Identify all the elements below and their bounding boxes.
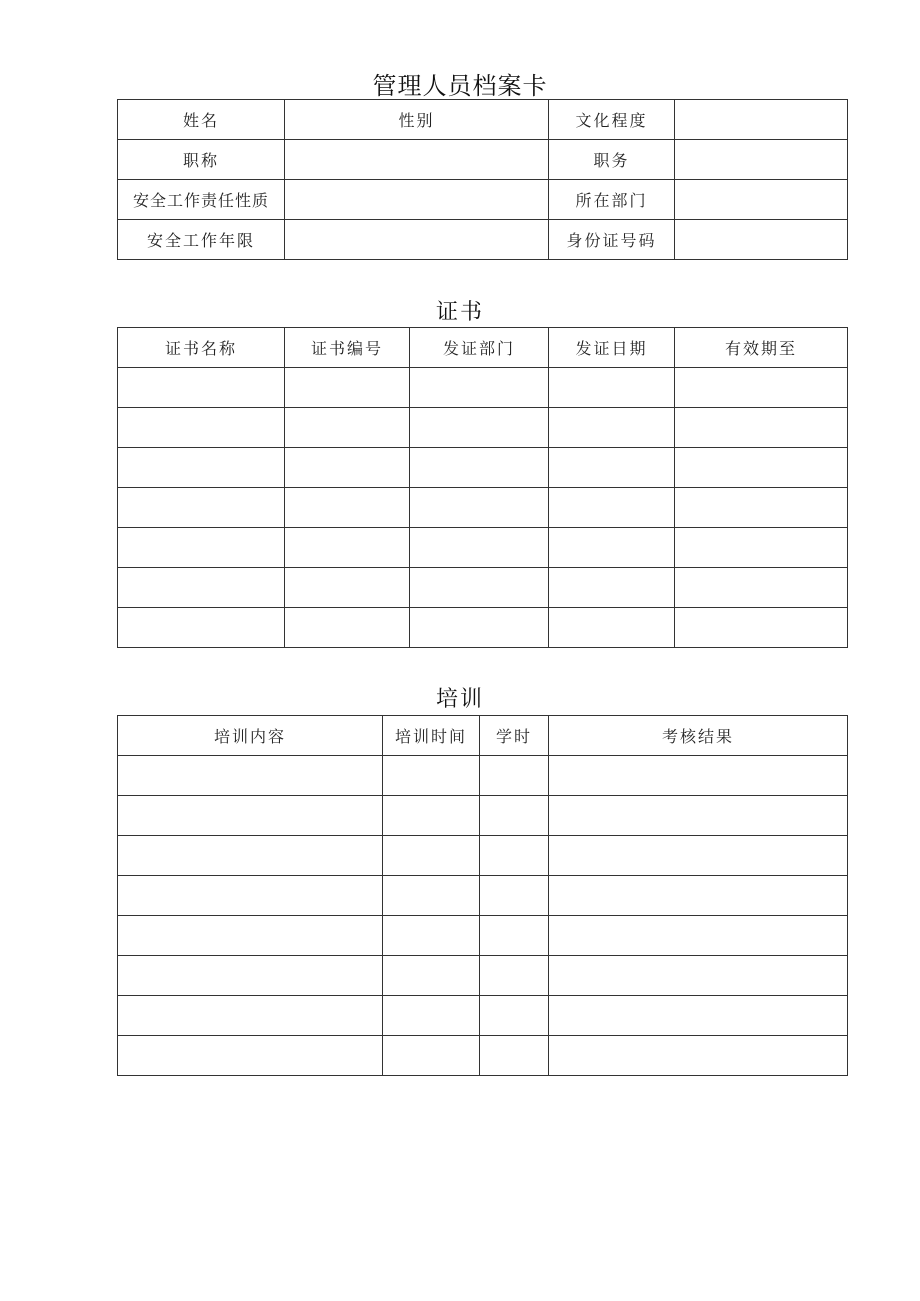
table-row	[118, 876, 848, 916]
id-number-label: 身份证号码	[549, 220, 675, 260]
table-row	[118, 448, 848, 488]
training-content-header: 培训内容	[118, 716, 383, 756]
valid-until-header: 有效期至	[675, 328, 848, 368]
table-cell[interactable]	[410, 568, 549, 608]
table-cell[interactable]	[118, 448, 285, 488]
cert-number-header: 证书编号	[285, 328, 410, 368]
table-cell[interactable]	[675, 608, 848, 648]
table-cell[interactable]	[285, 448, 410, 488]
table-cell[interactable]	[549, 956, 848, 996]
table-cell[interactable]	[118, 1036, 383, 1076]
page-title: 管理人员档案卡	[372, 72, 548, 100]
safety-years-field[interactable]	[285, 220, 549, 260]
table-header-row	[118, 716, 848, 756]
table-row	[118, 100, 848, 140]
table-cell[interactable]	[675, 408, 848, 448]
safety-responsibility-field[interactable]	[285, 180, 549, 220]
table-row	[118, 996, 848, 1036]
table-cell[interactable]	[118, 756, 383, 796]
table-cell[interactable]	[675, 568, 848, 608]
education-label: 文化程度	[549, 100, 675, 140]
table-cell[interactable]	[118, 916, 383, 956]
table-cell[interactable]	[118, 568, 285, 608]
table-cell[interactable]	[410, 368, 549, 408]
table-row	[118, 956, 848, 996]
table-cell[interactable]	[675, 448, 848, 488]
gender-label[interactable]: 性别	[285, 100, 549, 140]
department-field[interactable]	[675, 180, 848, 220]
table-cell[interactable]	[549, 568, 675, 608]
issuing-dept-header: 发证部门	[410, 328, 549, 368]
certificates-table	[117, 327, 848, 648]
safety-responsibility-label: 安全工作责任性质	[118, 180, 285, 220]
table-cell[interactable]	[480, 1036, 549, 1076]
table-cell[interactable]	[675, 368, 848, 408]
cert-name-header: 证书名称	[118, 328, 285, 368]
table-cell[interactable]	[480, 876, 549, 916]
title-label: 职称	[118, 140, 285, 180]
table-cell[interactable]	[118, 408, 285, 448]
table-cell[interactable]	[549, 408, 675, 448]
table-row	[118, 528, 848, 568]
table-cell[interactable]	[285, 488, 410, 528]
position-field[interactable]	[675, 140, 848, 180]
basic-info-table	[117, 99, 848, 260]
table-row	[118, 1036, 848, 1076]
table-cell[interactable]	[549, 448, 675, 488]
table-cell[interactable]	[675, 528, 848, 568]
table-cell[interactable]	[118, 528, 285, 568]
table-cell[interactable]	[480, 756, 549, 796]
title-field[interactable]	[285, 140, 549, 180]
table-cell[interactable]	[285, 408, 410, 448]
table-cell[interactable]	[383, 1036, 480, 1076]
safety-years-label: 安全工作年限	[118, 220, 285, 260]
id-number-field[interactable]	[675, 220, 848, 260]
table-row	[118, 796, 848, 836]
table-cell[interactable]	[549, 756, 848, 796]
table-cell[interactable]	[118, 996, 383, 1036]
table-cell[interactable]	[383, 996, 480, 1036]
department-label: 所在部门	[549, 180, 675, 220]
table-cell[interactable]	[118, 956, 383, 996]
table-cell[interactable]	[118, 836, 383, 876]
training-time-header: 培训时间	[383, 716, 480, 756]
table-cell[interactable]	[549, 368, 675, 408]
table-cell[interactable]	[410, 448, 549, 488]
training-title: 培训	[435, 687, 484, 712]
table-cell[interactable]	[383, 876, 480, 916]
table-row	[118, 568, 848, 608]
table-cell[interactable]	[383, 956, 480, 996]
table-cell[interactable]	[285, 608, 410, 648]
table-cell[interactable]	[410, 608, 549, 648]
table-row	[118, 756, 848, 796]
table-cell[interactable]	[549, 1036, 848, 1076]
table-cell[interactable]	[480, 996, 549, 1036]
table-cell[interactable]	[549, 488, 675, 528]
table-cell[interactable]	[549, 876, 848, 916]
table-cell[interactable]	[549, 608, 675, 648]
table-cell[interactable]	[285, 368, 410, 408]
table-row	[118, 608, 848, 648]
table-cell[interactable]	[383, 796, 480, 836]
table-row	[118, 408, 848, 448]
name-label: 姓名	[118, 100, 285, 140]
table-row	[118, 140, 848, 180]
table-row	[118, 916, 848, 956]
table-row	[118, 220, 848, 260]
table-cell[interactable]	[118, 488, 285, 528]
table-row	[118, 836, 848, 876]
assessment-result-header: 考核结果	[549, 716, 848, 756]
table-cell[interactable]	[118, 608, 285, 648]
table-cell[interactable]	[410, 528, 549, 568]
table-cell[interactable]	[383, 836, 480, 876]
table-cell[interactable]	[410, 408, 549, 448]
table-header-row	[118, 328, 848, 368]
table-cell[interactable]	[480, 796, 549, 836]
table-cell[interactable]	[118, 796, 383, 836]
table-cell[interactable]	[549, 916, 848, 956]
table-cell[interactable]	[118, 876, 383, 916]
table-cell[interactable]	[383, 916, 480, 956]
table-cell[interactable]	[285, 568, 410, 608]
table-cell[interactable]	[285, 528, 410, 568]
education-field[interactable]	[675, 100, 848, 140]
table-cell[interactable]	[549, 796, 848, 836]
position-label: 职务	[549, 140, 675, 180]
table-cell[interactable]	[549, 836, 848, 876]
table-cell[interactable]	[410, 488, 549, 528]
table-cell[interactable]	[480, 836, 549, 876]
table-cell[interactable]	[549, 996, 848, 1036]
credit-hours-header: 学时	[480, 716, 549, 756]
table-cell[interactable]	[383, 756, 480, 796]
table-cell[interactable]	[675, 488, 848, 528]
certificates-title: 证书	[435, 300, 484, 325]
issue-date-header: 发证日期	[549, 328, 675, 368]
table-row	[118, 180, 848, 220]
table-cell[interactable]	[549, 528, 675, 568]
table-cell[interactable]	[118, 368, 285, 408]
table-cell[interactable]	[480, 956, 549, 996]
table-row	[118, 488, 848, 528]
table-cell[interactable]	[480, 916, 549, 956]
training-table	[117, 715, 848, 1076]
table-row	[118, 368, 848, 408]
